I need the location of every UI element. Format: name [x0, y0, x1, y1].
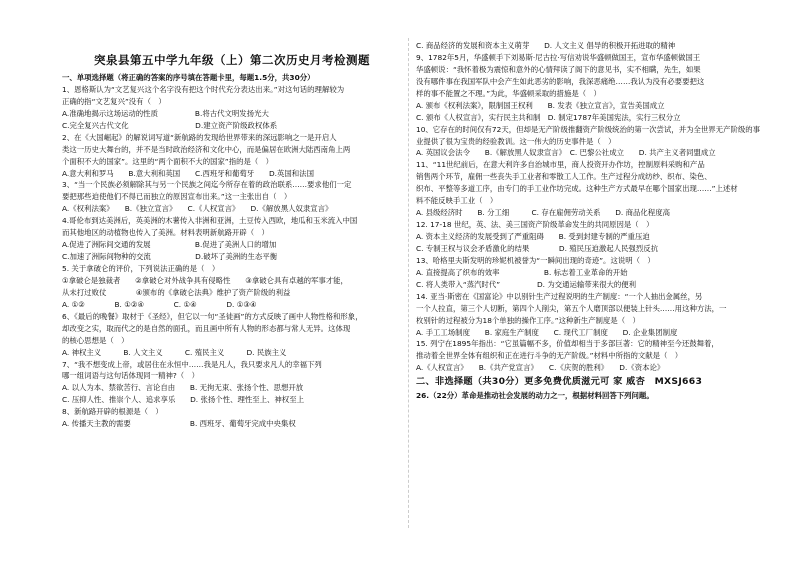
option-line: A.准确地揭示这场运动的性质 B.将古代文明发扬光大: [62, 108, 269, 118]
text-line: 8、新航路开辟的根源是（ ）: [62, 407, 163, 417]
text-line: 销售两个环节，雇佣一些丧失手工业者和零散工人工作。生产过程分成纺纱、织布、染色、: [416, 172, 712, 182]
option-line: A. 英国议会法令 B.《解放黑人奴隶宣言》 C. 巴黎公社成立 D. 共产主义者同盟成立: [416, 148, 716, 158]
option-line: C.加速了洲际间物种的交流 D.破坏了美洲的生态平衡: [62, 252, 278, 262]
text-line: 的核心思想是（ ）: [62, 335, 129, 345]
option-line: A. 手工工场制度 B. 家庭生产制度 C. 现代工厂制度 D. 企业集团制度: [416, 327, 678, 337]
text-line: 6、《最后的晚餐》取材于《圣经》，但它以一句“圣徒画”的方式反映了画中人物性格和形象，: [62, 311, 363, 321]
option-line: A. 县级经济时 B. 分工细 C. 存在雇佣劳动关系 D. 商品化程度高: [416, 208, 670, 218]
option-line: A.促进了洲际间交通的发展 B.促进了美洲人口的增加: [62, 240, 277, 250]
text-line: 要把那些迫使他们不得已而独立的原因宣布出来。”这一主张出自（ ）: [62, 192, 292, 202]
option-line: A.意大利和罗马 B.意大利和英国 C.西班牙和葡萄牙 D.英国和法国: [62, 168, 314, 178]
text-line: 哪一组词语与这句话体现同一精神?（ ）: [62, 371, 199, 381]
section-heading: 一、单项选择题（将正确的答案的序号填在答题卡里，每题1.5分，共30分）: [62, 73, 315, 82]
option-line: A. 神权主义 B. 人文主义 C. 殖民主义 D. 民族主义: [62, 347, 287, 357]
option-line: C. 专制王权与议会矛盾激化的结果 D. 殖民压迫激起人民强烈反抗: [416, 243, 658, 253]
option-line: A. 颁布《权利法案》，限制国王权利 B. 发表《独立宣言》，宣告美国成立: [416, 100, 665, 110]
text-line: 没有哪件事在我国军队中会产生如此恶劣的影响，我深恶痛绝……我认为没有必要要把这: [416, 76, 705, 86]
text-line: ①拿破仑是独裁者 ②拿破仑对外战争具有侵略性 ③拿破仑具有卓越的军事才能，: [62, 275, 348, 285]
exam-title: 突泉县第五中学九年级（上）第二次历史月考检测题: [94, 53, 370, 67]
text-line: 却改变之实，取而代之的是自然的面孔，而且画中所有人物的形态都与常人无异。这体现: [62, 323, 351, 333]
option-line: A. 直接提高了织布的效率 B. 标志着工业革命的开始: [416, 267, 628, 277]
text-line: 个面积不大的国家”。这里的“两个面积不大的国家”指的是（ ）: [62, 156, 274, 166]
column-divider: [408, 38, 409, 528]
option-line: C. 将人类带入“蒸汽时代” D. 为交通运输带来很大的便利: [416, 279, 637, 289]
text-line: 正确的指“文艺复兴”没有（ ）: [62, 96, 166, 106]
option-line: C. 颁布《人权宣言》，实行民主共和制 D. 制定1787年美国宪法，实行三权分立: [416, 112, 681, 122]
text-line: 12. 17-18 世纪，英、法、美三国资产阶级革命发生的共同原因是（ ）: [416, 220, 654, 230]
text-line: 3、“当一个民族必须解除其与另一个民族之间迄今所存在着的政治联系……要求他们一定: [62, 180, 352, 190]
option-line: C. 压抑人性、推崇个人、追求享乐 D. 张扬个性、理性至上、神权至上: [62, 395, 304, 405]
text-line: 一个人拉直，第三个人切断，第四个人削尖，第五个人磨顶部以便装上针头……用这种方法，一: [416, 303, 727, 313]
option-line: A. 资本主义经济的发展受到了严重阻碍 B. 受到封建专制的严重压迫: [416, 232, 650, 241]
right-column: [416, 40, 788, 402]
text-line: 15. 列宁在1895年指出：“它虽篇幅不多，价值却相当于多部巨著：它的精神至今还鼓舞着，: [416, 339, 719, 349]
text-line: 2、在《大国崛起》的解说词写道“新航路的发现给世界带来的深远影响之一是开启人: [62, 132, 337, 142]
text-line: 织布、平整等多道工序，由专门的手工业作坊完成。这种生产方式最早在哪个国家出现……”上述材: [416, 184, 738, 194]
text-line: 从未打过败仗 ④颁布的《拿破仑法典》维护了资产阶级的利益: [62, 287, 291, 297]
text-line: 5. 关于拿破仑的评价，下列说法正确的是（ ）: [62, 264, 220, 273]
option-line: A. ①② B. ①②④ C. ①④ D. ①③④: [62, 299, 257, 309]
option-line: A. 以人为本、禁欲苦行、言论自由 B. 无拘无束、张扬个性、思想开放: [62, 383, 304, 393]
option-line: A.《人权宣言》 B.《共产党宣言》 C.《庆贺的胜利》 D.《资本论》: [416, 363, 665, 373]
text-line: 样的事不能置之不理。”为此，华盛顿采取的措施是（ ）: [416, 88, 601, 98]
text-line: 枚别针的过程被分为18个单独的操作工序。”这种新生产制度是（ ）: [416, 315, 640, 325]
text-line: 1、恩格斯认为“文艺复兴这个名字没有把这个时代充分表达出来。”对这句话的理解较为: [62, 84, 345, 94]
left-column: [62, 72, 402, 430]
text-line: 类这一历史大舞台的，并不是当时政治经济和文化中心，而是偏居在欧洲大陆西南角上两: [62, 144, 351, 154]
question-26: 26.（22分）革命是推动社会发展的动力之一，根据材料回答下列问题。: [416, 391, 654, 401]
text-line: 业提供了很为宝贵的经验教训。这一伟大的历史事件是（ ）: [416, 136, 616, 146]
text-line: 13、哈格里夫斯发明的珍妮机被誉为“一瞬间出现的奇迹”。这说明（ ）: [416, 255, 655, 265]
option-line: C.完全复兴古代文化 D.建立资产阶级政权体系: [62, 120, 278, 130]
text-line: 而其他地区的动植物也传入了美洲。材料表明新航路开辟（ ）: [62, 228, 269, 238]
section-heading: 二、非选择题（共30分）更多免费优质滋元可 家 威杏 MXSJ663: [416, 376, 703, 388]
text-line: 料不能反映手工业（ ）: [416, 196, 498, 206]
text-line: 7、“我不想变成上帝，或居住在永恒中……我是凡人，我只要求凡人的幸福下列: [62, 359, 322, 369]
text-line: 10、它存在的时间仅有72天，但却是无产阶级推翻资产阶级统治的第一次尝试，并为全世界无产阶级的事: [416, 124, 761, 134]
text-line: 推动着全世界全体有组织和正在进行斗争的无产阶级。”材料中所指的文献是（ ）: [416, 351, 683, 361]
text-line: 华盛顿说：“我怀着极为震惊和意外的心情拜读了阁下的意见书，实不相瞒，先生，如果: [416, 64, 701, 74]
text-line: 9、1782年5月，华盛顿手下刘易斯·尼古拉·写信劝说华盛顿做国王，宣布华盛顿做国王: [416, 52, 701, 62]
text-line: 11、“11世纪前后，在意大利许多自治城市里，商人投资开办作坊，控制原料采购和产品: [416, 160, 705, 170]
option-line: C. 商品经济的发展和资本主义萌芽 D. 人文主义 倡导的积极开拓进取的精神: [416, 41, 676, 50]
option-line: A. 传播天主教的需要 B. 西班牙、葡萄牙完成中央集权: [62, 419, 296, 429]
text-line: 4.哥伦布到达美洲后，英美洲的木薯传入非洲和亚洲，土豆传入西欧，地瓜和玉米流入中国: [62, 216, 358, 226]
text-line: 14. 亚当·斯密在《国富论》中以别针生产过程说明的生产制度：“一个人抽出金属丝，另: [416, 291, 703, 301]
option-line: A.《权利法案》 B.《独立宣言》 C.《人权宣言》 D.《解放黑人奴隶宣言》: [62, 204, 333, 214]
